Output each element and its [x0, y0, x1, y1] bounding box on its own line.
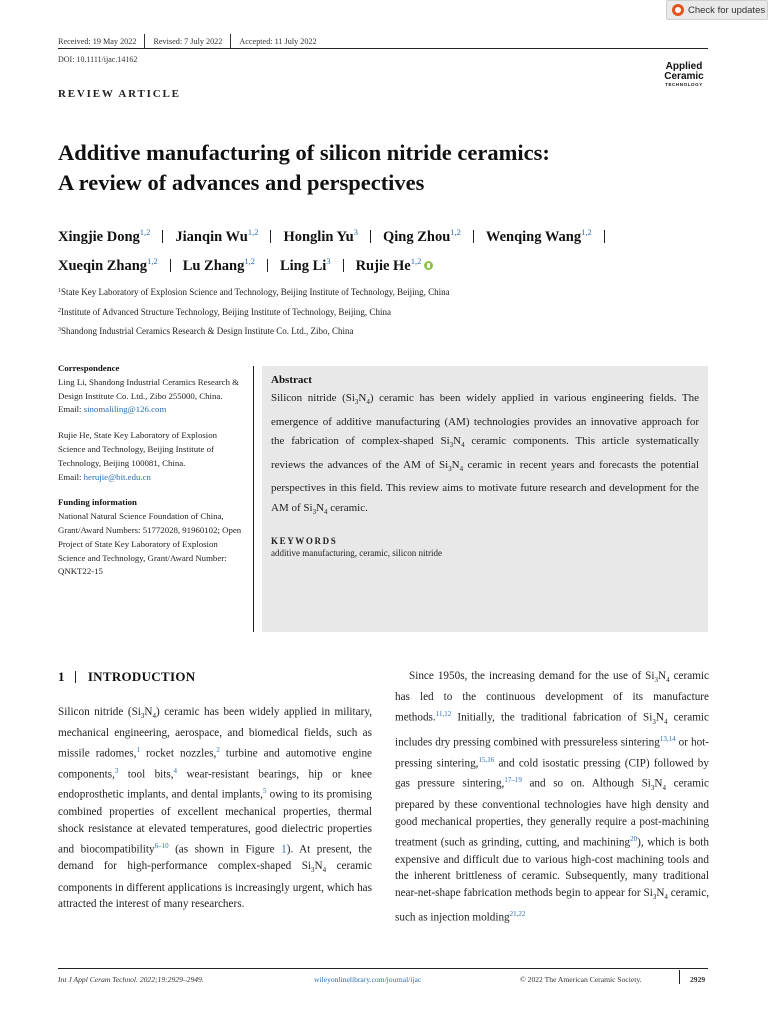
- divider: [270, 230, 271, 243]
- divider: [343, 259, 344, 272]
- divider: [144, 34, 145, 48]
- title-line1: Additive manufacturing of silicon nitride ceramics:: [58, 140, 550, 165]
- author[interactable]: Ling Li$^3$: [279, 256, 331, 274]
- section-title: INTRODUCTION: [87, 669, 196, 684]
- citation-link[interactable]: 2: [216, 746, 220, 755]
- intro-paragraph-2: Since 1950s, the increasing demand for the use of $Si_3N_4$ ceramic has led to the continuous development of its manufacture methods.$^{11,12}$ Initially, the traditional fabrication of $Si_3N_4$ ceramic includes dry pressing combined with pressureless sintering$^{13,14}$ or hot-pressing sintering,$^{15,16}$ and cold isostatic pressing (CIP) followed by gas pressure sintering,$^{17-19}$ and so on. Although $Si_3N_4$ ceramic prepared by these conventional technologies have high density and good mechanical properties, they generally require a post-machining treatment (such as grinding, cutting, and machining$^{20}$), which is both expensive and difficult due to various high-cost machining tools and the inherent brittleness of ceramic. Subsequently, many traditional near-net-shape fabrication methods begin to appear for $Si_3N_4$ ceramic, such as injection molding$^{21,22}$: [395, 670, 710, 925]
- orcid-icon[interactable]: [424, 261, 433, 270]
- author[interactable]: Wenqing Wang$^{1,2}$: [485, 227, 592, 245]
- author[interactable]: Jianqin Wu$^{1,2}$: [175, 227, 259, 245]
- figure-link[interactable]: 1: [281, 843, 287, 856]
- citation-link[interactable]: 13,14: [659, 734, 676, 743]
- citation-link[interactable]: 1: [136, 746, 140, 755]
- keywords-heading: KEYWORDS: [271, 536, 338, 547]
- author-list: [58, 220, 718, 278]
- citation-link[interactable]: 4: [173, 766, 178, 775]
- citation-link[interactable]: 17–19: [504, 776, 522, 785]
- author[interactable]: Qing Zhou$^{1,2}$: [382, 227, 461, 245]
- author[interactable]: Honglin Yu$^3$: [283, 227, 358, 245]
- column-divider: [253, 366, 254, 632]
- author[interactable]: Xingjie Dong$^{1,2}$: [58, 227, 151, 245]
- affiliation: $^3$Shandong Industrial Ceramics Research & Design Institute Co. Ltd., Zibo, China: [58, 326, 354, 336]
- divider: [75, 671, 76, 683]
- revised-date: Revised: 7 July 2022: [153, 36, 223, 46]
- divider: [370, 230, 371, 243]
- article-type: REVIEW ARTICLE: [58, 88, 181, 100]
- author[interactable]: Xueqin Zhang$^{1,2}$: [58, 256, 158, 274]
- citation-link[interactable]: 6–10: [154, 841, 169, 850]
- correspondence-2: Rujie He, State Key Laboratory of Explosion Science and Technology, Beijing Institute of Technology, Beijing 100081, China. Email: herujie@bit.edu.cn: [58, 430, 218, 482]
- section-number: 1: [58, 669, 65, 684]
- divider: [267, 259, 268, 272]
- funding-heading: Funding information: [58, 497, 137, 508]
- divider: [679, 970, 680, 984]
- citation-link[interactable]: 11,12: [435, 710, 452, 719]
- crossmark-icon: [672, 4, 684, 16]
- funding-text: National Natural Science Foundation of China, Grant/Award Numbers: 51772028, 91960102; Open Project of State Key Laboratory of Explosion Science and Technology, Grant/Award Number: QNKT22-15: [58, 511, 242, 577]
- divider: [162, 230, 163, 243]
- divider: [230, 34, 231, 48]
- citation-link[interactable]: 15,16: [478, 755, 495, 764]
- intro-paragraph-1: Silicon nitride $(Si_3N_4)$ ceramic has been widely applied in military, mechanical engineering, aerospace, and biomedical fields, such as missile radomes,$^1$ rocket nozzles,$^2$ turbine and automotive engine components,$^3$ tool bits,$^4$ wear-resistant bearings, hip or knee endoprosthetic implants, and dental implants,$^5$ owing to its promising combined properties of excellent mechanical properties, thermal shock resistance at elevated temperatures, good dielectric properties and biocompatibility$^{6-10}$ (as shown in Figure 1). At present, the demand for high-performance complex-shaped $Si_3N_4$ ceramic components in different applications is increasingly urgent, which has attracted the interest of many researchers.: [58, 706, 373, 911]
- page-number: 2929: [690, 975, 706, 984]
- citation-link[interactable]: 20: [630, 834, 638, 843]
- affiliation: $^1$State Key Laboratory of Explosion Science and Technology, Beijing Institute of Technology, Beijing, China: [58, 287, 450, 297]
- title-line2: A review of advances and perspectives: [58, 170, 425, 195]
- affiliation: $^2$Institute of Advanced Structure Technology, Beijing Institute of Technology, Beijing, China: [58, 306, 391, 317]
- article-title: [58, 138, 698, 198]
- abstract-text: Silicon nitride $(Si_3N_4)$ ceramic has been widely applied in various engineering fields. The emergence of additive manufacturing (AM) technologies provides an innovative approach for the fabrication of complex-shaped $Si_3N_4$ ceramic components. This article systematically reviews the advances of the AM of $Si_3N_4$ ceramic in recent years and forecasts the potential perspectives in this field. This review aims to motivate future research and development for the AM of $Si_3N_4$ ceramic.: [271, 392, 699, 516]
- divider: [170, 259, 171, 272]
- check-for-updates-button[interactable]: [666, 0, 768, 20]
- section-heading: [58, 669, 195, 685]
- email-link[interactable]: sinomaliling@126.com: [83, 404, 167, 415]
- footer-rule: [58, 968, 708, 969]
- email-link[interactable]: herujie@bit.edu.cn: [83, 471, 151, 482]
- author[interactable]: Lu Zhang$^{1,2}$: [182, 256, 255, 274]
- article-dates: [58, 34, 325, 48]
- logo-line2: Ceramic: [664, 71, 704, 82]
- affiliations: [58, 282, 450, 341]
- check-for-updates-label: Check for updates: [688, 4, 766, 16]
- citation-link[interactable]: 3: [114, 766, 119, 775]
- doi[interactable]: DOI: 10.1111/ijac.14162: [58, 55, 138, 64]
- footer-copyright: © 2022 The American Ceramic Society.: [520, 975, 642, 984]
- logo-line1: Applied: [665, 61, 703, 72]
- footer-citation: Int J Appl Ceram Technol. 2022;19:2929–2949.: [58, 975, 204, 984]
- footer-journal-link[interactable]: wileyonlinelibrary.com/journal/ijac: [314, 975, 422, 984]
- keywords: additive manufacturing, ceramic, silicon nitride: [271, 548, 442, 559]
- divider: [473, 230, 474, 243]
- citation-link[interactable]: 5: [262, 787, 267, 796]
- abstract-box: [262, 366, 708, 632]
- abstract-heading: Abstract: [271, 374, 312, 386]
- side-info: [58, 362, 246, 579]
- author[interactable]: Rujie He$^{1,2}$: [356, 258, 434, 274]
- divider: [604, 230, 605, 243]
- citation-link[interactable]: 21,22: [509, 910, 526, 919]
- logo-line3: TECHNOLOGY: [665, 82, 703, 87]
- correspondence-heading: Correspondence: [58, 363, 120, 373]
- received-date: Received: 19 May 2022: [58, 36, 137, 46]
- accepted-date: Accepted: 11 July 2022: [239, 36, 317, 46]
- journal-logo: [660, 62, 708, 88]
- correspondence-1: Ling Li, Shandong Industrial Ceramics Research & Design Institute Co. Ltd., Zibo 255000, China. Email: sinomaliling@126.com: [58, 376, 240, 415]
- header-rule: [58, 48, 708, 49]
